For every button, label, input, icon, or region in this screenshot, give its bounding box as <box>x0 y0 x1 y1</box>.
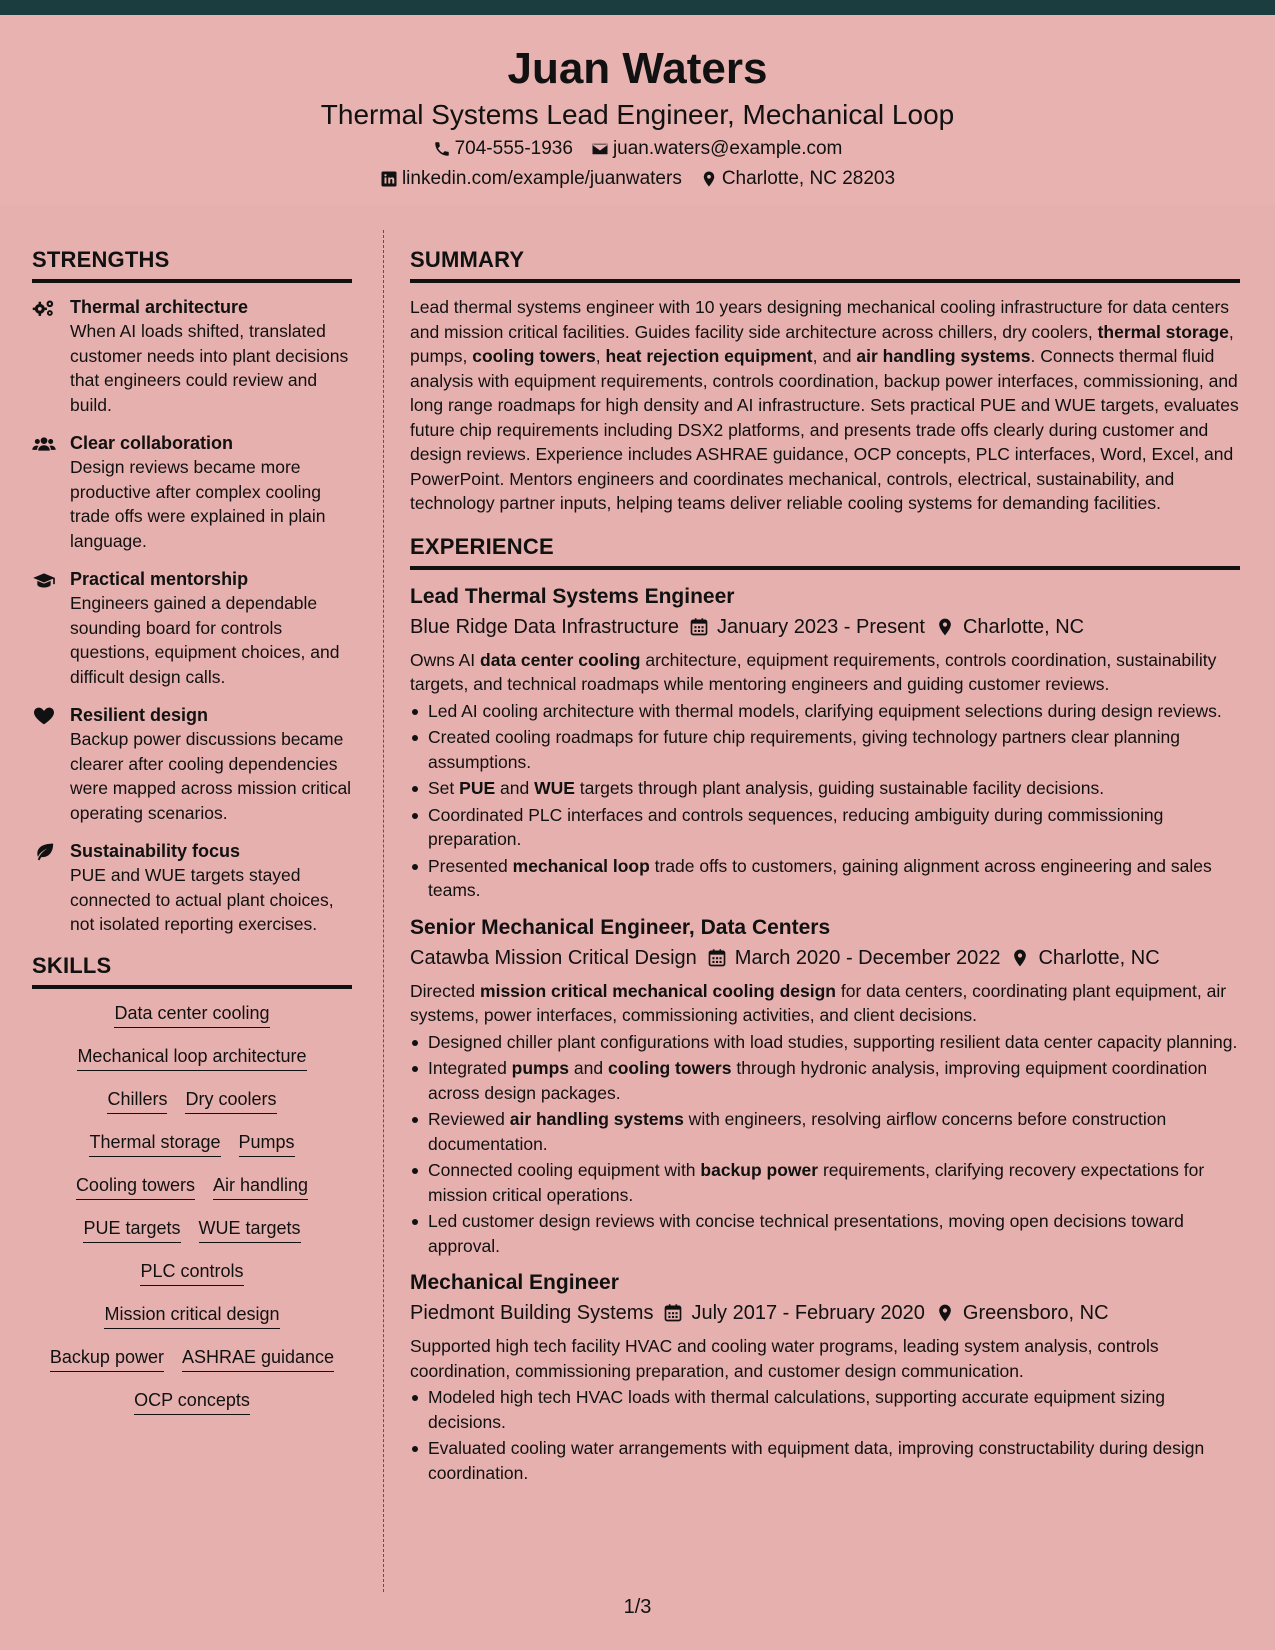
map-pin-icon <box>1010 948 1030 968</box>
dates-text: March 2020 - December 2022 <box>734 946 1001 969</box>
job-bullet <box>410 1030 1240 1055</box>
job-bullets <box>410 1385 1240 1485</box>
left-column <box>32 245 352 1431</box>
job-dates <box>663 1298 924 1328</box>
experience-heading: EXPERIENCE <box>410 532 1240 570</box>
text-run: Evaluated cooling water arrangements with equipment data, improving constructability during design coordination. <box>428 1438 1205 1483</box>
text-run: Integrated <box>428 1058 512 1078</box>
skills-list <box>32 1001 352 1415</box>
job-bullet <box>410 1385 1240 1434</box>
map-pin-icon <box>935 1303 955 1323</box>
skill-tag: Thermal storage <box>89 1130 220 1157</box>
skill-tag: PLC controls <box>140 1259 243 1286</box>
job-bullet <box>410 776 1240 801</box>
bold-phrase: pumps <box>511 1058 570 1078</box>
strength-title: Clear collaboration <box>70 433 234 453</box>
job-location <box>935 1298 1109 1328</box>
location-text: Charlotte, NC <box>962 615 1085 638</box>
candidate-name: Juan Waters <box>507 44 768 93</box>
text-run: Directed <box>410 980 481 1001</box>
phone-item <box>433 135 573 163</box>
text-run: through hydronic analysis, improving equipment coordination across design packages. <box>428 1058 1208 1103</box>
skill-tag: Chillers <box>107 1087 167 1114</box>
strength-description: When AI loads shifted, translated customer needs into plant decisions that engineers could review and build. <box>70 321 349 415</box>
skill-tag: Mission critical design <box>104 1302 279 1329</box>
job-bullet <box>410 1056 1240 1105</box>
skill-row <box>32 1001 352 1028</box>
job-description <box>410 648 1240 697</box>
bold-phrase: mission critical mechanical cooling design <box>480 980 836 1001</box>
bold-phrase: PUE <box>459 778 496 798</box>
leaf-icon <box>32 839 60 937</box>
job-bullets <box>410 699 1240 903</box>
text-run: and <box>495 778 535 798</box>
strength-title: Practical mentorship <box>70 569 249 589</box>
phone-text: 704-555-1936 <box>454 138 573 159</box>
job-bullets <box>410 1030 1240 1259</box>
job-location <box>935 612 1084 642</box>
skill-tag: Mechanical loop architecture <box>77 1044 306 1071</box>
strength-description: Backup power discussions became clearer after cooling dependencies were mapped across mission critical operating scenarios. <box>70 729 352 823</box>
text-run: Led AI cooling architecture with thermal models, clarifying equipment selections during design reviews. <box>428 700 1222 721</box>
text-run: Presented <box>428 855 513 876</box>
phone-icon <box>433 140 451 158</box>
job-bullet <box>410 725 1240 774</box>
skill-row <box>32 1130 352 1157</box>
job-dates <box>689 612 925 642</box>
text-run: requirements, clarifying recovery expectations for mission critical operations. <box>428 1160 1205 1205</box>
text-run: . Connects thermal fluid analysis with equipment requirements, controls coordination, backup power interfaces, commissioning, and long range roadmaps for high density and AI infrastructure. Sets practical PUE and WUE targets, evaluates future chip requirements including DSX2 platforms, and presents trade offs clearly during customer and design reviews. Experience includes ASHRAE guidance, OCP concepts, PLC interfaces, Word, Excel, and PowerPoint. Mentors engineers and coordinates mechanical, controls, electrical, sustainability, and technology partner inputs, helping teams deliver reliable cooling systems for demanding facilities. <box>410 346 1239 513</box>
job-meta <box>410 612 1240 642</box>
skill-row <box>32 1345 352 1372</box>
text-run: Designed chiller plant configurations with load studies, supporting resilient data center capacity planning. <box>428 1031 1238 1052</box>
summary-text <box>410 295 1240 516</box>
text-run: Reviewed <box>428 1109 510 1129</box>
text-run: Created cooling roadmaps for future chip requirements, giving technology partners clear planning assumptions. <box>428 727 1180 772</box>
job-title: Senior Mechanical Engineer, Data Centers <box>410 915 831 939</box>
skill-tag: Backup power <box>50 1345 164 1372</box>
text-run: Supported high tech facility HVAC and cooling water programs, leading system analysis, controls coordination, commissioning preparation, and customer design communication. <box>410 1336 1159 1381</box>
linkedin-icon <box>380 170 398 188</box>
calendar-icon <box>707 948 727 968</box>
job-bullet <box>410 1158 1240 1207</box>
email-text[interactable]: juan.waters@example.com <box>612 138 843 159</box>
text-run: Modeled high tech HVAC loads with thermal calculations, supporting accurate equipment sizing decisions. <box>428 1387 1166 1432</box>
gears-icon <box>32 295 60 417</box>
bold-phrase: air handling systems <box>509 1109 684 1129</box>
skill-row <box>32 1302 352 1329</box>
dates-text: January 2023 - Present <box>717 615 925 638</box>
text-run: for data centers, coordinating plant equipment, air systems, power interfaces, commissioning activities, and client decisions. <box>410 980 1227 1025</box>
bold-phrase: data center cooling <box>480 649 641 670</box>
text-run: targets through plant analysis, guiding sustainable facility decisions. <box>574 778 1105 798</box>
job-entry <box>410 582 1240 903</box>
heart-icon <box>32 703 60 825</box>
skill-tag: PUE targets <box>83 1216 180 1243</box>
job-bullet <box>410 699 1240 724</box>
map-pin-icon <box>935 617 955 637</box>
text-run: , pumps, <box>410 321 1234 366</box>
contact-row-2 <box>0 165 1275 193</box>
skill-row <box>32 1173 352 1200</box>
skills-heading: SKILLS <box>32 951 352 989</box>
job-entry <box>410 1268 1240 1485</box>
text-run: and <box>569 1058 608 1078</box>
location-item <box>700 165 895 193</box>
strength-item <box>32 703 352 825</box>
job-bullet <box>410 1436 1240 1485</box>
skill-tag: Dry coolers <box>185 1087 276 1114</box>
job-title: Lead Thermal Systems Engineer <box>410 584 735 608</box>
right-column <box>410 245 1240 1495</box>
strength-item <box>32 295 352 417</box>
strength-title: Sustainability focus <box>70 841 241 861</box>
text-run: , <box>595 346 606 366</box>
strength-description: PUE and WUE targets stayed connected to actual plant choices, not isolated reporting exercises. <box>70 865 334 934</box>
job-entry <box>410 913 1240 1259</box>
column-divider <box>383 230 384 1592</box>
job-location <box>1010 943 1159 973</box>
strength-item <box>32 567 352 689</box>
skill-tag: WUE targets <box>199 1216 301 1243</box>
text-run: Owns AI <box>410 649 481 670</box>
calendar-icon <box>663 1303 683 1323</box>
users-icon <box>32 431 60 553</box>
location-text: Greensboro, NC <box>962 1302 1109 1324</box>
job-title: Mechanical Engineer <box>410 1271 619 1294</box>
linkedin-item[interactable] <box>380 165 682 193</box>
linkedin-text[interactable]: linkedin.com/example/juanwaters <box>401 168 682 189</box>
job-bullet <box>410 803 1240 852</box>
text-run: Lead thermal systems engineer with 10 years designing mechanical cooling infrastructure for data centers and mission critical facilities. Guides facility side architecture across chillers, dry coolers, <box>410 297 1230 342</box>
bold-phrase: cooling towers <box>472 346 596 366</box>
location-text: Charlotte, NC <box>1038 946 1160 969</box>
graduation-cap-icon <box>32 567 60 689</box>
skill-row <box>32 1259 352 1286</box>
strengths-list <box>32 295 352 937</box>
company-name: Blue Ridge Data Infrastructure <box>410 615 680 638</box>
strength-title: Resilient design <box>70 705 209 725</box>
job-meta <box>410 1298 1240 1328</box>
text-run: trade offs to customers, gaining alignment across engineering and sales teams. <box>428 855 1212 900</box>
location-text: Charlotte, NC 28203 <box>721 168 896 189</box>
text-run: Coordinated PLC interfaces and controls sequences, reducing ambiguity during commissioning preparation. <box>428 804 1164 849</box>
text-run: architecture, equipment requirements, controls coordination, sustainability targets, and technical roadmaps while mentoring engineers and guiding customer reviews. <box>410 649 1217 694</box>
dates-text: July 2017 - February 2020 <box>691 1302 925 1324</box>
job-bullet <box>410 854 1240 903</box>
skill-tag: OCP concepts <box>134 1388 250 1415</box>
bold-phrase: cooling towers <box>607 1058 732 1078</box>
skill-tag: Cooling towers <box>76 1173 195 1200</box>
text-run: Led customer design reviews with concise technical presentations, moving open decisions toward approval. <box>428 1211 1184 1256</box>
job-description <box>410 1334 1240 1383</box>
experience-list <box>410 582 1240 1486</box>
skill-row <box>32 1388 352 1415</box>
bold-phrase: mechanical loop <box>512 855 650 876</box>
strength-description: Engineers gained a dependable sounding board for controls questions, equipment choices, and difficult design calls. <box>70 593 340 687</box>
bold-phrase: air handling systems <box>856 346 1031 366</box>
calendar-icon <box>689 617 709 637</box>
candidate-title: Thermal Systems Lead Engineer, Mechanical Loop <box>320 99 955 130</box>
contact-row-1 <box>0 135 1275 163</box>
bold-phrase: heat rejection equipment <box>605 346 813 366</box>
text-run: Set <box>428 778 460 798</box>
strength-item <box>32 839 352 937</box>
company-name: Catawba Mission Critical Design <box>410 946 697 969</box>
bold-phrase: WUE <box>534 778 575 798</box>
job-bullet <box>410 1107 1240 1156</box>
strengths-heading: STRENGTHS <box>32 245 352 283</box>
top-accent-bar <box>0 0 1275 15</box>
job-dates <box>707 943 1001 973</box>
bold-phrase: thermal storage <box>1097 321 1229 342</box>
company-name: Piedmont Building Systems <box>410 1302 654 1324</box>
skill-tag: Air handling <box>213 1173 308 1200</box>
text-run: , and <box>812 346 857 366</box>
job-bullet <box>410 1209 1240 1258</box>
job-description <box>410 979 1240 1028</box>
resume-header <box>0 15 1275 205</box>
text-run: with engineers, resolving airflow concerns before construction documentation. <box>428 1109 1167 1154</box>
skill-row <box>32 1044 352 1071</box>
skill-tag: Pumps <box>239 1130 295 1157</box>
strength-title: Thermal architecture <box>70 297 249 317</box>
skill-row <box>32 1087 352 1114</box>
job-meta <box>410 943 1240 973</box>
skill-tag: ASHRAE guidance <box>182 1345 334 1372</box>
text-run: Connected cooling equipment with <box>428 1160 701 1180</box>
skill-row <box>32 1216 352 1243</box>
bold-phrase: backup power <box>700 1160 819 1180</box>
skill-tag: Data center cooling <box>114 1001 269 1028</box>
strength-description: Design reviews became more productive after complex cooling trade offs were explained in plain language. <box>70 457 326 551</box>
envelope-icon <box>591 140 609 158</box>
email-item[interactable] <box>591 135 842 163</box>
map-pin-icon <box>700 170 718 188</box>
strength-item <box>32 431 352 553</box>
page-number: 1/3 <box>623 1596 652 1618</box>
summary-heading: SUMMARY <box>410 245 1240 283</box>
